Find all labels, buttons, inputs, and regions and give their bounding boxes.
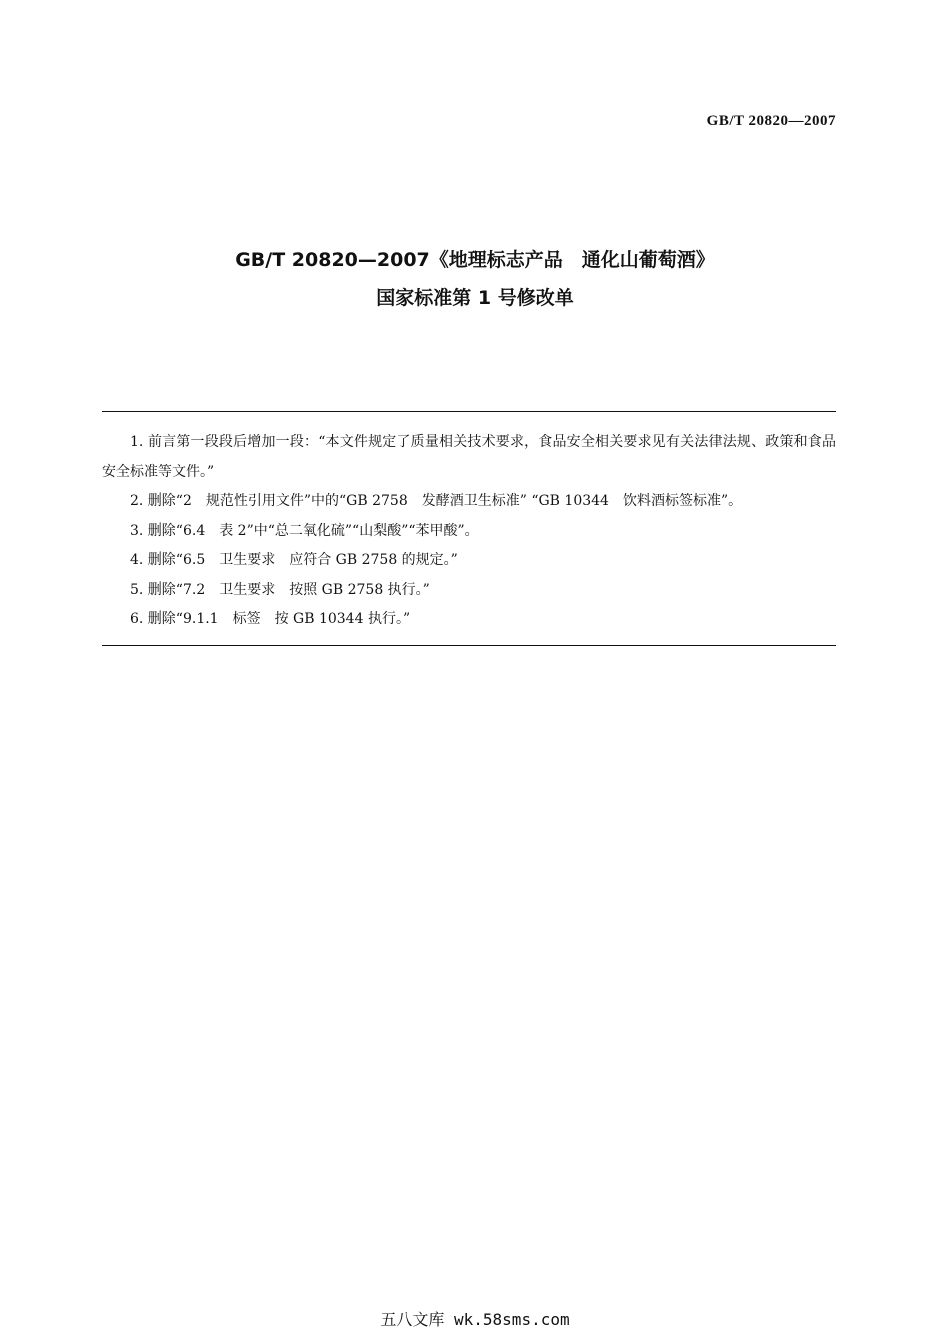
amendment-list [102, 428, 836, 635]
document-title-line-2: 国家标准第 1 号修改单 [376, 287, 574, 309]
amendment-item-2: 2. 删除“2 规范性引用文件”中的“GB 2758 发酵酒卫生标准” “GB 10344 饮料酒标签标准”。 [130, 493, 743, 509]
amendment-item-1: 1. 前言第一段段后增加一段：“本文件规定了质量相关技术要求，食品安全相关要求见有关法律法规、政策和食品安全标准等文件。” [102, 434, 836, 480]
top-rule [102, 411, 836, 412]
amendment-item-5: 5. 删除“7.2 卫生要求 按照 GB 2758 执行。” [130, 581, 430, 598]
amendment-item-3: 3. 删除“6.4 表 2”中“总二氧化硫”“山梨酸”“苯甲酸”。 [130, 522, 479, 539]
amendment-item-6: 6. 删除“9.1.1 标签 按 GB 10344 执行。” [130, 611, 411, 627]
amendment-item-4: 4. 删除“6.5 卫生要求 应符合 GB 2758 的规定。” [130, 552, 458, 568]
standard-code: GB/T 20820—2007 [706, 113, 836, 129]
footer-watermark: 五八文库 wk.58sms.com [380, 1310, 570, 1329]
document-title-line-1: GB/T 20820—2007《地理标志产品 通化山葡萄酒》 [235, 249, 715, 271]
bottom-rule [102, 645, 836, 646]
